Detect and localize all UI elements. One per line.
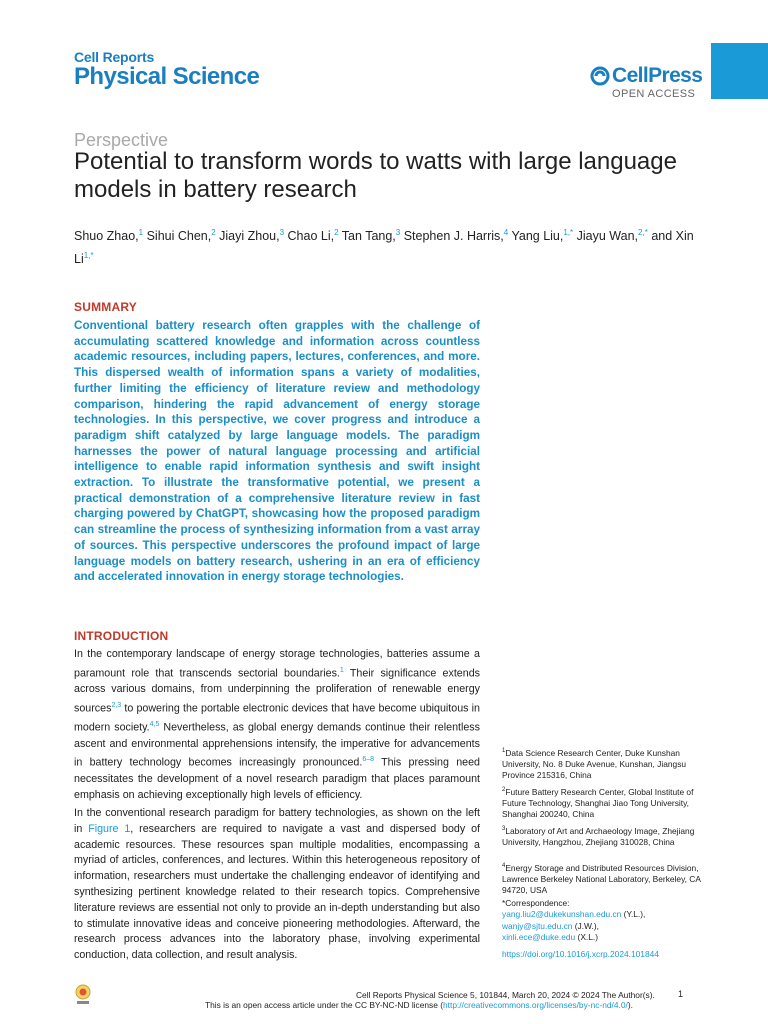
author[interactable]: Jiayu Wan, [576, 229, 639, 244]
author[interactable]: Yang Liu, [511, 229, 564, 244]
author[interactable]: Stephen J. Harris, [403, 229, 504, 244]
cellpress-icon [590, 66, 610, 86]
author[interactable]: Chao Li, [287, 229, 335, 244]
affiliation-1: $^1$Data Science Research Center, Duke Kunshan University, No. 8 Duke Avenue, Kunshan, Jiangsu Province 215316, China [502, 747, 687, 781]
cellpress-logo[interactable] [590, 64, 702, 88]
author-affiliation-ref[interactable]: 1,* [83, 251, 94, 261]
affiliation-2: $^2$Future Battery Research Center, Global Institute of Future Technology, Shanghai Jiao Tong University, Shanghai 200240, China [502, 786, 694, 820]
citation-line: Cell Reports Physical Science 5, 101844, March 20, 2024 © 2024 The Author(s). [356, 990, 655, 1000]
affiliation-3: $^3$Laboratory of Art and Archaeology Image, Zhejiang University, Hangzhou, Zhejiang 310028, China [502, 825, 695, 848]
reference-link[interactable]: 2,3 [111, 701, 122, 709]
open-access-label: OPEN ACCESS [612, 88, 696, 100]
author-affiliation-ref[interactable]: 1 [138, 228, 144, 237]
corner-tab [711, 43, 768, 99]
license-line: This is an open access article under the CC BY-NC-ND license (http://creativecommons.org/licenses/by-nc-nd/4.0/). [205, 1000, 633, 1010]
check-for-updates-icon[interactable] [74, 983, 92, 1007]
reference-link[interactable]: 1 [339, 666, 344, 674]
journal-name-line1: Cell Reports [74, 49, 155, 65]
author-affiliation-ref[interactable]: 2 [334, 228, 339, 237]
author-affiliation-ref[interactable]: 2 [211, 228, 216, 237]
email-link[interactable]: xinli.ece@duke.edu [502, 931, 576, 942]
intro-paragraph-1: In the contemporary landscape of energy storage technologies, batteries assume a paramount role that transcends sectorial boundaries.$^1$ Their significance extends across various domains, from underpinning the proliferation of renewable energy sources$^{2,3}$ to powering the portable electronic devices that have become ubiquitous in modern society.$^{4,5}$ Nevertheless, as global energy demands continue their relentless ascent and environmental apprehensions intensify, the imperative for advancements in battery technology becomes increasingly pronounced.$^{6-8}$ This pressing need necessitates the development of a novel research paradigm that places paramount emphasis on achieving exceptionally high levels of efficiency. [74, 648, 481, 801]
author-list [74, 223, 714, 269]
publisher-name: CellPress [612, 64, 703, 87]
page-number: 1 [678, 989, 684, 999]
summary-text: Conventional battery research often grapples with the challenge of accumulating scattered knowledge and information across countless academic resources, including papers, lectures, conferences, and more. This dispersed wealth of information spans a variety of modalities, further limiting the efficiency of literature review and methodology comparison, hindering the rapid advancement of energy storage technologies. In this perspective, we cover progress and introduce a paradigm shift catalyzed by large language models. The paradigm harnesses the power of natural language processing and artificial intelligence to enable rapid information synthesis and swift insight extraction. To illustrate the transformative potential, we present a practical demonstration of a comprehensive literature review in fast charging powered by ChatGPT, showcasing how the proposed paradigm can streamline the process of synthesizing information from a vast array of sources. This perspective underscores the profound impact of large language models on battery research, ushering in an era of efficiency and accelerated innovation in energy storage technologies. [74, 319, 480, 584]
author-affiliation-ref[interactable]: 2,* [638, 228, 648, 237]
summary-heading: SUMMARY [74, 300, 137, 314]
author[interactable]: Shuo Zhao, [74, 229, 139, 244]
email-link[interactable]: yang.liu2@dukekunshan.edu.cn [502, 909, 622, 920]
correspondence: *Correspondence: yang.liu2@dukekunshan.edu.cn (Y.L.), wanjy@sjtu.edu.cn (J.W.), xinli.ece@duke.edu (X.L.) [502, 898, 714, 943]
author-affiliation-ref[interactable]: 3 [279, 228, 285, 237]
email-link[interactable]: wanjy@sjtu.edu.cn [502, 920, 573, 931]
article-title: Potential to transform words to watts with large language models in battery research [74, 148, 677, 203]
intro-paragraph-2: In the conventional research paradigm for battery technologies, as shown on the left in Figure 1, researchers are required to navigate a vast and dispersed body of academic resources. These resources span multiple modalities, encompassing a myriad of articles, conferences, and lectures. Within this heterogeneous repository of information, researchers must undertake the challenging endeavor of identifying and synthesizing pertinent knowledge related to their research topics. Comprehensive literature reviews are essential not only to provide an in-depth understanding but also to stimulate innovative ideas and conceive pioneering methodologies. Afterward, the research process advances into the laboratory phase, involving experimental conduction, data collection, and result analysis. [74, 807, 480, 962]
reference-link[interactable]: 4,5 [149, 721, 160, 729]
author[interactable]: Tan Tang, [341, 229, 396, 244]
author[interactable]: Jiayi Zhou, [219, 229, 280, 244]
author-affiliation-ref[interactable]: 4 [503, 228, 509, 237]
author-affiliation-ref[interactable]: 3 [395, 228, 401, 237]
affiliation-4: $^4$Energy Storage and Distributed Resources Division, Lawrence Berkeley National Laboratory, Berkeley, CA 94720, USA [502, 862, 701, 896]
journal-name-line2: Physical Science [74, 63, 260, 90]
reference-link[interactable]: 6–8 [362, 756, 374, 764]
license-link[interactable]: http://creativecommons.org/licenses/by-nc-nd/4.0/ [443, 1000, 628, 1010]
article-type: Perspective [74, 130, 169, 150]
correspondence-label: *Correspondence: [502, 898, 570, 908]
author-affiliation-ref[interactable]: 1,* [563, 228, 574, 237]
doi-link[interactable]: https://doi.org/10.1016/j.xcrp.2024.101844 [502, 949, 659, 959]
author[interactable]: Sihui Chen, [146, 229, 212, 244]
author[interactable]: and Xin Li [74, 229, 694, 267]
introduction-heading: INTRODUCTION [74, 629, 169, 643]
figure-1-link[interactable]: Figure 1 [88, 822, 131, 835]
journal-logo[interactable] [74, 50, 259, 90]
